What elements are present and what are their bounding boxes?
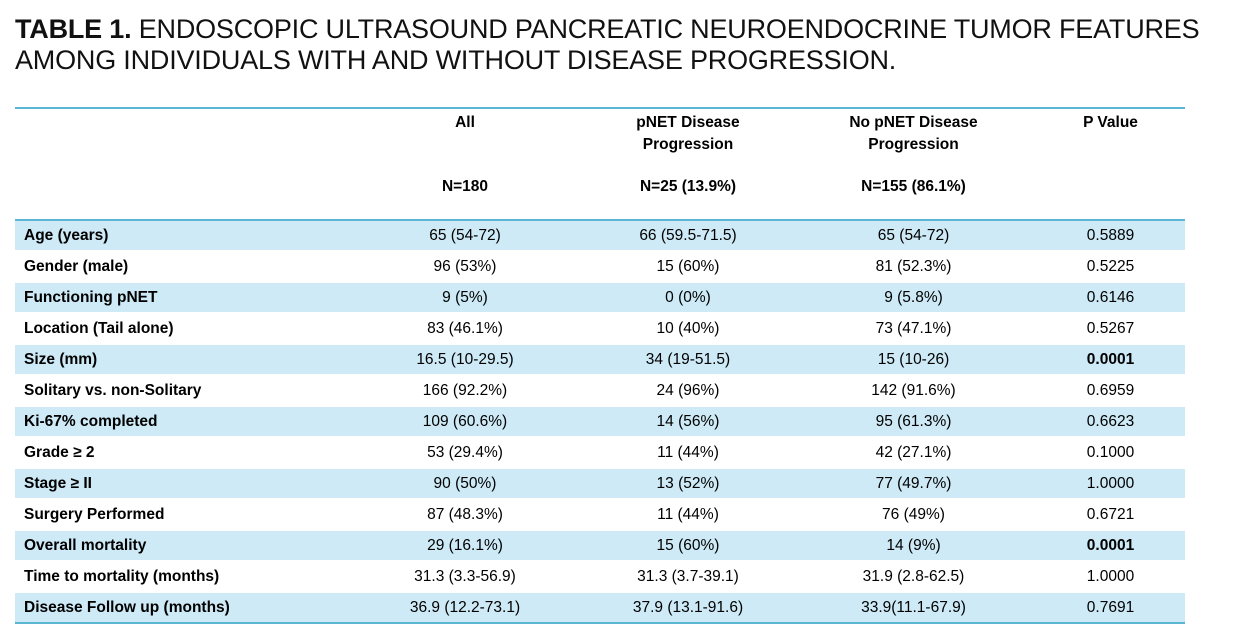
row-label: Stage ≥ II xyxy=(15,468,345,499)
cell-progression: 11 (44%) xyxy=(585,499,791,530)
cell-no-progression: 76 (49%) xyxy=(791,499,1036,530)
cell-no-progression: 73 (47.1%) xyxy=(791,313,1036,344)
cell-pvalue: 0.5889 xyxy=(1036,220,1185,251)
row-label: Ki-67% completed xyxy=(15,406,345,437)
cell-all: 65 (54-72) xyxy=(345,220,585,251)
header-no-progression-line1: No pNET Disease xyxy=(849,114,978,131)
row-label: Solitary vs. non-Solitary xyxy=(15,375,345,406)
cell-all: 53 (29.4%) xyxy=(345,437,585,468)
cell-all: 96 (53%) xyxy=(345,251,585,282)
cell-progression: 14 (56%) xyxy=(585,406,791,437)
cell-progression: 13 (52%) xyxy=(585,468,791,499)
cell-progression: 15 (60%) xyxy=(585,251,791,282)
cell-progression: 11 (44%) xyxy=(585,437,791,468)
header-no-progression xyxy=(791,108,1036,172)
cell-no-progression: 142 (91.6%) xyxy=(791,375,1036,406)
cell-pvalue: 1.0000 xyxy=(1036,468,1185,499)
table-row xyxy=(15,344,1185,375)
cell-all: 29 (16.1%) xyxy=(345,530,585,561)
cell-no-progression: 15 (10-26) xyxy=(791,344,1036,375)
table-row xyxy=(15,468,1185,499)
results-table xyxy=(15,107,1185,624)
table-row xyxy=(15,499,1185,530)
row-label: Surgery Performed xyxy=(15,499,345,530)
cell-pvalue: 0.7691 xyxy=(1036,592,1185,623)
row-label: Grade ≥ 2 xyxy=(15,437,345,468)
header-n-all: N=180 xyxy=(345,172,585,220)
cell-no-progression: 95 (61.3%) xyxy=(791,406,1036,437)
cell-all: 166 (92.2%) xyxy=(345,375,585,406)
row-label: Time to mortality (months) xyxy=(15,561,345,592)
table-title-label: TABLE 1. xyxy=(15,14,132,44)
row-label: Functioning pNET xyxy=(15,282,345,313)
cell-no-progression: 31.9 (2.8-62.5) xyxy=(791,561,1036,592)
cell-progression: 37.9 (13.1-91.6) xyxy=(585,592,791,623)
cell-all: 36.9 (12.2-73.1) xyxy=(345,592,585,623)
header-n-pvalue xyxy=(1036,172,1185,220)
cell-pvalue: 0.6721 xyxy=(1036,499,1185,530)
header-empty xyxy=(15,108,345,172)
cell-all: 9 (5%) xyxy=(345,282,585,313)
header-no-progression-line2: Progression xyxy=(868,136,959,153)
header-progression-line2: Progression xyxy=(642,136,734,153)
cell-all: 83 (46.1%) xyxy=(345,313,585,344)
row-label: Location (Tail alone) xyxy=(15,313,345,344)
cell-pvalue: 0.1000 xyxy=(1036,437,1185,468)
table-row xyxy=(15,561,1185,592)
header-n-empty xyxy=(15,172,345,220)
cell-progression: 66 (59.5-71.5) xyxy=(585,220,791,251)
results-table-container xyxy=(15,107,1185,624)
header-n-progression: N=25 (13.9%) xyxy=(585,172,791,220)
table-row xyxy=(15,592,1185,623)
cell-pvalue: 0.5267 xyxy=(1036,313,1185,344)
cell-all: 16.5 (10-29.5) xyxy=(345,344,585,375)
cell-no-progression: 42 (27.1%) xyxy=(791,437,1036,468)
cell-all: 87 (48.3%) xyxy=(345,499,585,530)
table-row xyxy=(15,220,1185,251)
cell-no-progression: 65 (54-72) xyxy=(791,220,1036,251)
table-row xyxy=(15,437,1185,468)
cell-no-progression: 33.9(11.1-67.9) xyxy=(791,592,1036,623)
table-row xyxy=(15,530,1185,561)
cell-progression: 10 (40%) xyxy=(585,313,791,344)
cell-all: 109 (60.6%) xyxy=(345,406,585,437)
header-row xyxy=(15,108,1185,172)
cell-pvalue: 0.6959 xyxy=(1036,375,1185,406)
table-header xyxy=(15,108,1185,220)
cell-no-progression: 9 (5.8%) xyxy=(791,282,1036,313)
table-title xyxy=(15,14,1245,76)
cell-no-progression: 14 (9%) xyxy=(791,530,1036,561)
cell-pvalue: 0.5225 xyxy=(1036,251,1185,282)
row-label: Size (mm) xyxy=(15,344,345,375)
header-all: All xyxy=(345,108,585,172)
cell-no-progression: 81 (52.3%) xyxy=(791,251,1036,282)
cell-all: 90 (50%) xyxy=(345,468,585,499)
row-label: Gender (male) xyxy=(15,251,345,282)
cell-all: 31.3 (3.3-56.9) xyxy=(345,561,585,592)
cell-progression: 24 (96%) xyxy=(585,375,791,406)
header-n-row xyxy=(15,172,1185,220)
table-body xyxy=(15,220,1185,623)
cell-pvalue: 0.6623 xyxy=(1036,406,1185,437)
cell-progression: 31.3 (3.7-39.1) xyxy=(585,561,791,592)
header-pvalue: P Value xyxy=(1036,108,1185,172)
table-row xyxy=(15,406,1185,437)
table-row xyxy=(15,375,1185,406)
table-row xyxy=(15,282,1185,313)
cell-pvalue: 1.0000 xyxy=(1036,561,1185,592)
cell-no-progression: 77 (49.7%) xyxy=(791,468,1036,499)
header-progression-line1: pNET Disease xyxy=(636,114,740,131)
cell-progression: 15 (60%) xyxy=(585,530,791,561)
row-label: Age (years) xyxy=(15,220,345,251)
row-label: Overall mortality xyxy=(15,530,345,561)
cell-pvalue: 0.6146 xyxy=(1036,282,1185,313)
table-title-text: ENDOSCOPIC ULTRASOUND PANCREATIC NEUROENDOCRINE TUMOR FEATURES AMONG INDIVIDUALS WITH AND WITHOUT DISEASE PROGRESSION. xyxy=(15,14,1200,75)
cell-progression: 0 (0%) xyxy=(585,282,791,313)
header-n-no-progression: N=155 (86.1%) xyxy=(791,172,1036,220)
cell-pvalue: 0.0001 xyxy=(1036,344,1185,375)
header-progression xyxy=(585,108,791,172)
table-row xyxy=(15,313,1185,344)
cell-progression: 34 (19-51.5) xyxy=(585,344,791,375)
cell-pvalue: 0.0001 xyxy=(1036,530,1185,561)
row-label: Disease Follow up (months) xyxy=(15,592,345,623)
table-row xyxy=(15,251,1185,282)
